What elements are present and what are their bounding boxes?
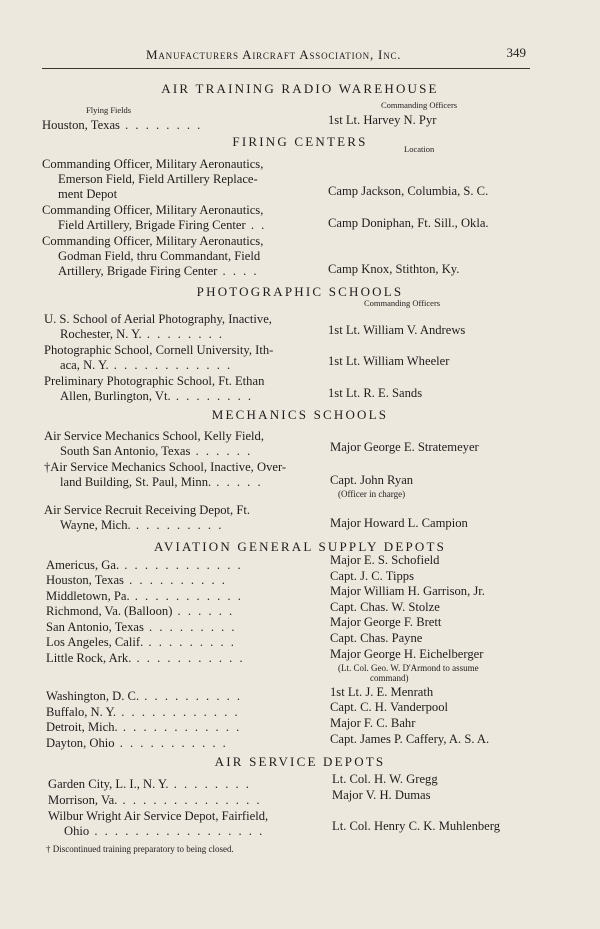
footnote: † Discontinued training preparatory to being closed. (46, 844, 234, 854)
section-title-air-service-depots: AIR SERVICE DEPOTS (214, 754, 386, 769)
entry-line: U. S. School of Aerial Photography, Inactive, (44, 312, 272, 326)
depot-place: Little Rock, Ark. . . . . . . . . . . . (46, 651, 245, 665)
entry-place: Houston, Texas . . . . . . . . (42, 118, 203, 132)
column-label-commanding-officers: Commanding Officers (381, 100, 458, 110)
entry-line: Air Service Mechanics School, Kelly Field, (44, 429, 264, 443)
entry-officer: Major Howard L. Campion (330, 516, 468, 530)
depot-officer: Major George F. Brett (330, 615, 442, 629)
entry-officer: 1st Lt. William V. Andrews (328, 323, 466, 337)
section-title-supply-depots: AVIATION GENERAL SUPPLY DEPOTS (153, 539, 447, 554)
depot-officer: Major George H. Eichelberger (330, 647, 484, 661)
entry-location: Camp Doniphan, Ft. Sill., Okla. (328, 216, 489, 230)
column-label-location: Location (404, 144, 435, 154)
officer-note: (Officer in charge) (338, 489, 406, 499)
entry-line: Rochester, N. Y. . . . . . . . . (60, 327, 225, 341)
section-title-firing-centers: FIRING CENTERS (232, 134, 368, 149)
entry-line: Field Artillery, Brigade Firing Center . . (58, 218, 267, 232)
depot-officer: Major F. C. Bahr (330, 716, 416, 730)
entry-line: land Building, St. Paul, Minn. . . . . . (60, 475, 263, 489)
depot-officer: Capt. Chas. Payne (330, 631, 423, 645)
entry-line: Commanding Officer, Military Aeronautics, (42, 157, 264, 171)
depot-place: Richmond, Va. (Balloon) . . . . . . (46, 604, 235, 618)
depot-officer: Lt. Col. Henry C. K. Muhlenberg (332, 819, 501, 833)
entry-line: †Air Service Mechanics School, Inactive, Over- (44, 460, 287, 474)
entry-line: Preliminary Photographic School, Ft. Ethan (44, 374, 265, 388)
entry-line: South San Antonio, Texas . . . . . . (60, 444, 253, 458)
depot-officer: Capt. C. H. Vanderpool (330, 700, 448, 714)
entry-line: Air Service Recruit Receiving Depot, Ft. (44, 503, 250, 517)
depot-place: Los Angeles, Calif. . . . . . . . . . (46, 635, 236, 649)
depot-place: Wilbur Wright Air Service Depot, Fairfield, (48, 809, 269, 823)
depot-officer: Capt. J. C. Tipps (330, 569, 414, 583)
entry-officer: Major George E. Stratemeyer (330, 440, 479, 454)
depot-officer: 1st Lt. J. E. Menrath (330, 685, 434, 699)
section-title-radio-warehouse: AIR TRAINING RADIO WAREHOUSE (161, 81, 439, 96)
entry-officer: 1st Lt. R. E. Sands (328, 386, 423, 400)
depot-place: Garden City, L. I., N. Y. . . . . . . . . (48, 777, 251, 791)
section-title-mechanics-schools: MECHANICS SCHOOLS (211, 407, 389, 422)
depot-officer: Lt. Col. H. W. Gregg (332, 772, 438, 786)
entry-line: Photographic School, Cornell University, Ith- (44, 343, 274, 357)
entry-officer: 1st Lt. William Wheeler (328, 354, 450, 368)
entry-location: Camp Knox, Stithton, Ky. (328, 262, 460, 276)
entry-officer: 1st Lt. Harvey N. Pyr (328, 113, 437, 127)
entry-line: Emerson Field, Field Artillery Replace- (58, 172, 258, 186)
depot-place: Morrison, Va. . . . . . . . . . . . . . . (48, 793, 262, 807)
running-header (42, 42, 530, 69)
depot-officer: Major E. S. Schofield (330, 553, 440, 567)
depot-officer: Major William H. Garrison, Jr. (330, 584, 485, 598)
depot-place: Middletown, Pa. . . . . . . . . . . . (46, 589, 243, 603)
section-title-photographic-schools: PHOTOGRAPHIC SCHOOLS (196, 284, 404, 299)
officer-note: (Lt. Col. Geo. W. D'Armond to assume (338, 663, 479, 673)
entry-line: Wayne, Mich. . . . . . . . . . (60, 518, 224, 532)
depot-officer: Capt. Chas. W. Stolze (330, 600, 440, 614)
depot-place: San Antonio, Texas . . . . . . . . . (46, 620, 237, 634)
depot-place: Buffalo, N. Y. . . . . . . . . . . . . (46, 705, 240, 719)
depot-place: Americus, Ga. . . . . . . . . . . . . (46, 558, 243, 572)
column-label-commanding-officers: Commanding Officers (364, 298, 441, 308)
entry-line: Artillery, Brigade Firing Center . . . . (58, 264, 259, 278)
entry-line: Godman Field, thru Commandant, Field (58, 249, 261, 263)
entry-line: Commanding Officer, Military Aeronautics, (42, 234, 264, 248)
depot-place: Dayton, Ohio . . . . . . . . . . . (46, 736, 228, 750)
depot-place: Detroit, Mich. . . . . . . . . . . . . (46, 720, 242, 734)
depot-officer: Capt. James P. Caffery, A. S. A. (330, 732, 490, 746)
running-title: Manufacturers Aircraft Association, Inc. (146, 47, 402, 62)
entry-officer: Capt. John Ryan (330, 473, 414, 487)
entry-line: Commanding Officer, Military Aeronautics, (42, 203, 264, 217)
entry-line: ment Depot (58, 187, 118, 201)
depot-place: Houston, Texas . . . . . . . . . . (46, 573, 227, 587)
entry-line: Allen, Burlington, Vt. . . . . . . . . (60, 389, 254, 403)
depot-place: Washington, D. C. . . . . . . . . . . (46, 689, 243, 703)
officer-note: command) (370, 673, 409, 683)
page-number: 349 (506, 45, 526, 60)
depot-officer: Major V. H. Dumas (332, 788, 431, 802)
depot-place: Ohio . . . . . . . . . . . . . . . . . (64, 824, 265, 838)
column-label-flying-fields: Flying Fields (86, 105, 132, 115)
entry-line: aca, N. Y. . . . . . . . . . . . . (60, 358, 233, 372)
entry-location: Camp Jackson, Columbia, S. C. (328, 184, 489, 198)
